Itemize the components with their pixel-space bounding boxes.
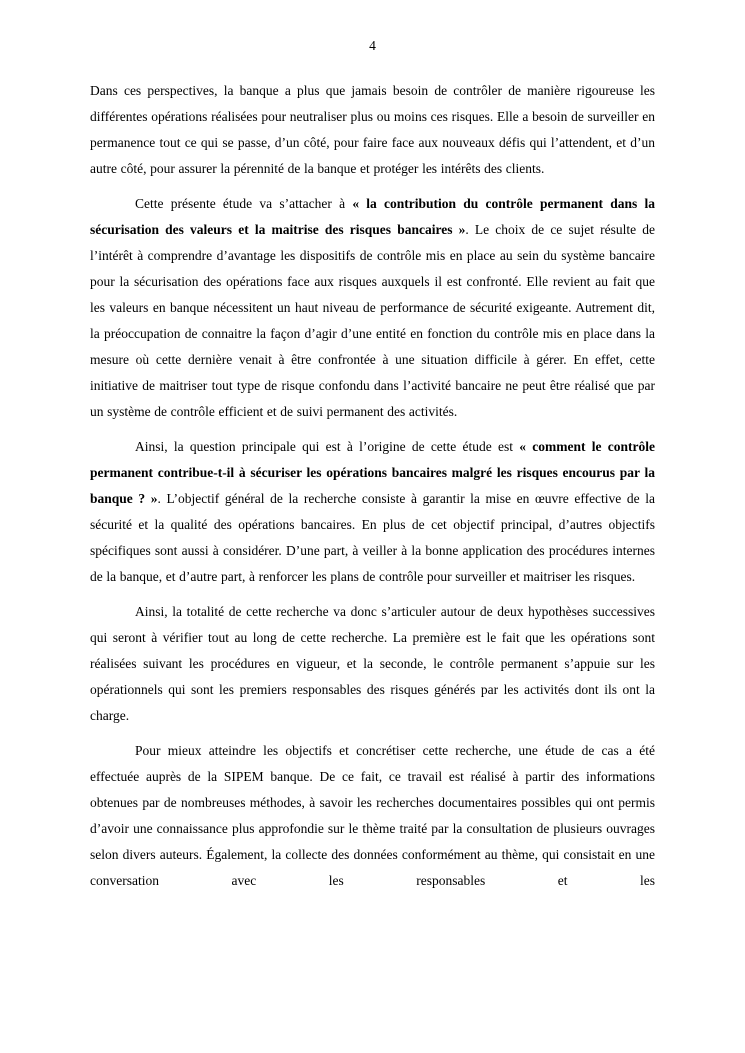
text-run: Cette présente étude va s’attacher à — [135, 196, 353, 211]
text-run: Pour mieux atteindre les objectifs et concrétiser cette recherche, une étude de cas a été effectuée auprès de la SIPEM banque. De ce fait, ce travail est réalisé à partir des informations obtenues par de nombreuses méthodes, à savoir les recherches documentaires possibles qui ont permis d’avoir une connaissance plus approfondie sur le thème traité par la consultation de plusieurs ouvrages selon divers auteurs. Également, la collecte des données conformément au thème, qui consistait en une conversation avec les responsables et les — [90, 743, 655, 888]
text-run: Ainsi, la totalité de cette recherche va donc s’articuler autour de deux hypothèses successives qui seront à vérifier tout au long de cette recherche. La première est le fait que les opérations sont réalisées suivant les procédures en vigueur, et la seconde, le contrôle permanent s’appuie sur les opérationnels qui sont les premiers responsables des risques générés par les activités dont ils ont la charge. — [90, 604, 655, 723]
text-run: Ainsi, la question principale qui est à l’origine de cette étude est — [135, 439, 520, 454]
paragraph — [90, 191, 655, 425]
paragraph — [90, 599, 655, 729]
text-run: . L’objectif général de la recherche consiste à garantir la mise en œuvre effective de la sécurité et la qualité des opérations bancaires. En plus de cet objectif principal, d’autres objectifs spécifiques sont aussi à considérer. D’une part, à veiller à la bonne application des procédures internes de la banque, et d’autre part, à renforcer les plans de contrôle pour surveiller et maitriser les risques. — [90, 491, 655, 584]
text-run: . Le choix de ce sujet résulte de l’intérêt à comprendre d’avantage les dispositifs de contrôle mis en place au sein du système bancaire pour la sécurisation des opérations face aux risques auxquels il est confronté. Elle revient au fait que les valeurs en banque nécessitent un haut niveau de performance de sécurité exigeante. Autrement dit, la préoccupation de connaitre la façon d’agir d’une entité en fonction du contrôle mis en place dans la mesure où cette dernière venait à être confrontée à une situation difficile à gérer. En effet, cette initiative de maitriser tout type de risque confondu dans l’activité bancaire ne peut être réalisé que par un système de contrôle efficient et de suivi permanent des activités. — [90, 222, 655, 419]
page-number: 4 — [369, 38, 376, 53]
paragraph — [90, 738, 655, 894]
text-run: Dans ces perspectives, la banque a plus que jamais besoin de contrôler de manière rigoureuse les différentes opérations réalisées pour neutraliser plus ou moins ces risques. Elle a besoin de surveiller en permanence tout ce qui se passe, d’un côté, pour faire face aux nouveaux défis qui l’attendent, et d’un autre côté, pour assurer la pérennité de la banque et protéger les intérêts des clients. — [90, 83, 655, 176]
bold-text-run: « la contribution du contrôle permanent dans la sécurisation des valeurs et la maitrise des risques bancaires » — [90, 196, 655, 237]
paragraph — [90, 434, 655, 590]
bold-text-run: « comment le contrôle permanent contribue-t-il à sécuriser les opérations bancaires malgré les risques encourus par la banque ? » — [90, 439, 656, 506]
paragraph — [90, 78, 655, 182]
page-content — [90, 78, 655, 894]
